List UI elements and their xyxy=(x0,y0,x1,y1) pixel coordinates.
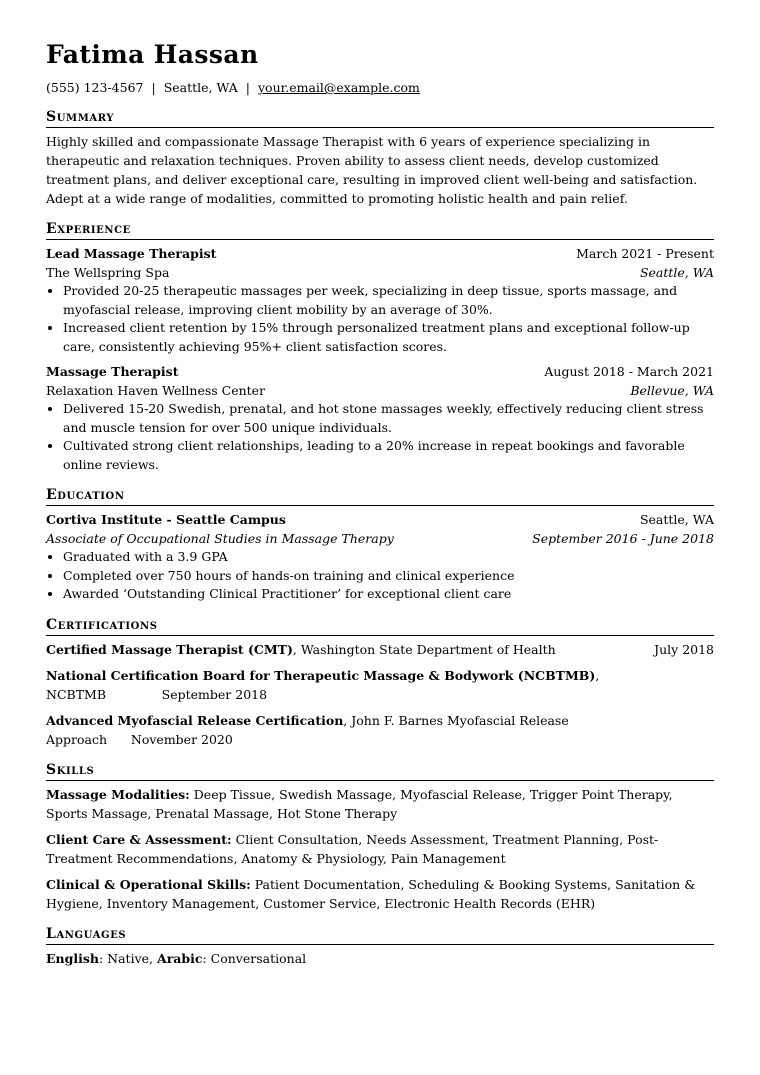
languages-line xyxy=(46,949,714,968)
skills-section xyxy=(46,761,714,913)
separator: | xyxy=(151,80,156,95)
job-role: Lead Massage Therapist xyxy=(46,246,217,261)
job-company: The Wellspring Spa xyxy=(46,265,170,280)
job-location: Bellevue, WA xyxy=(630,383,714,398)
list-item: • Awarded ‘Outstanding Clinical Practitioner’ for exceptional client care xyxy=(63,585,714,604)
skill-group xyxy=(46,830,714,868)
job-company: Relaxation Haven Wellness Center xyxy=(46,383,266,398)
phone: (555) 123-4567 xyxy=(46,80,144,95)
education-section xyxy=(46,486,714,604)
certification-date: July 2018 xyxy=(654,641,714,657)
certification-date: September 2018 xyxy=(161,686,268,702)
experience-section xyxy=(46,220,714,474)
summary-text: Highly skilled and compassionate Massage Therapist with 6 years of experience specializing in therapeutic and relaxation techniques. Proven ability to assess client needs, develop customized treatment plans, and deliver exceptional care, resulting in improved client well-being and satisfaction. Adept at a wide range of modalities, committed to promoting holistic health and pain relief. xyxy=(46,134,698,206)
section-title-certifications: Certifications xyxy=(46,616,714,636)
degree: Associate of Occupational Studies in Massage Therapy xyxy=(46,531,394,546)
languages-section xyxy=(46,925,714,968)
certifications-section xyxy=(46,616,714,749)
skill-label: Clinical & Operational Skills: xyxy=(46,876,251,892)
skill-text: Client Consultation, Needs Assessment, Treatment Planning, Post-Treatment Recommendations, Anatomy & Physiology, Pain Management xyxy=(46,831,659,866)
certification-issuer: , Washington State Department of Health xyxy=(292,641,556,657)
job-dates: March 2021 - Present xyxy=(576,246,714,261)
section-title-skills: Skills xyxy=(46,761,714,781)
list-item: • Provided 20-25 therapeutic massages per week, specializing in deep tissue, sports massage, and myofascial release, improving client mobility by an average of 30%. xyxy=(63,282,714,319)
section-title-education: Education xyxy=(46,486,714,506)
skill-group xyxy=(46,785,714,823)
certification-issuer: , NCBTMB xyxy=(46,667,600,702)
job-entry xyxy=(46,362,714,474)
certification-name: National Certification Board for Therapeutic Massage & Bodywork (NCBTMB) xyxy=(46,667,596,683)
section-title-summary: Summary xyxy=(46,108,714,128)
location: Seattle, WA xyxy=(163,80,238,95)
language-name: English xyxy=(46,950,99,966)
certification-name: Certified Massage Therapist (CMT) xyxy=(46,641,293,657)
skill-text: Deep Tissue, Swedish Massage, Myofascial Release, Trigger Point Therapy, Sports Massage, Prenatal Massage, Hot Stone Therapy xyxy=(46,786,673,821)
language-name: Arabic xyxy=(157,950,203,966)
certification-date: November 2020 xyxy=(130,731,233,747)
job-entry xyxy=(46,244,714,356)
section-title-experience: Experience xyxy=(46,220,714,240)
list-item: • Completed over 750 hours of hands-on training and clinical experience xyxy=(63,567,714,586)
list-item: • Increased client retention by 15% through personalized treatment plans and exceptional follow-up care, consistently achieving 95%+ client satisfaction scores. xyxy=(63,319,714,356)
certification-item xyxy=(46,640,714,659)
school-name: Cortiva Institute - Seattle Campus xyxy=(46,512,286,527)
list-item: • Graduated with a 3.9 GPA xyxy=(63,548,714,567)
school-location: Seattle, WA xyxy=(639,512,714,527)
certification-item xyxy=(46,711,714,749)
job-role: Massage Therapist xyxy=(46,364,179,379)
language-level: : Native, xyxy=(98,950,157,966)
list-item: • Cultivated strong client relationships, leading to a 20% increase in repeat bookings and favorable online reviews. xyxy=(63,437,714,474)
job-bullets xyxy=(46,282,714,356)
education-dates: September 2016 - June 2018 xyxy=(532,531,714,546)
job-dates: August 2018 - March 2021 xyxy=(544,364,714,379)
contact-line xyxy=(46,80,714,96)
resume-page xyxy=(46,0,714,968)
skill-text: Patient Documentation, Scheduling & Booking Systems, Sanitation & Hygiene, Inventory Management, Customer Service, Electronic Health Records (EHR) xyxy=(46,876,696,911)
summary-section xyxy=(46,108,714,208)
skill-label: Client Care & Assessment: xyxy=(46,831,232,847)
education-bullets xyxy=(46,548,714,604)
skill-label: Massage Modalities: xyxy=(46,786,190,802)
certification-name: Advanced Myofascial Release Certification xyxy=(46,712,344,728)
certification-item xyxy=(46,666,714,704)
email-link[interactable]: your.email@example.com xyxy=(257,80,420,95)
language-level: : Conversational xyxy=(202,950,307,966)
separator: | xyxy=(245,80,250,95)
skill-group xyxy=(46,875,714,913)
job-bullets xyxy=(46,400,714,474)
job-location: Seattle, WA xyxy=(639,265,714,280)
list-item: • Delivered 15-20 Swedish, prenatal, and hot stone massages weekly, effectively reducing client stress and muscle tension for over 500 unique individuals. xyxy=(63,400,714,437)
certification-issuer: , John F. Barnes Myofascial Release Approach xyxy=(46,712,569,747)
candidate-name: Fatima Hassan xyxy=(46,40,259,69)
section-title-languages: Languages xyxy=(46,925,714,945)
